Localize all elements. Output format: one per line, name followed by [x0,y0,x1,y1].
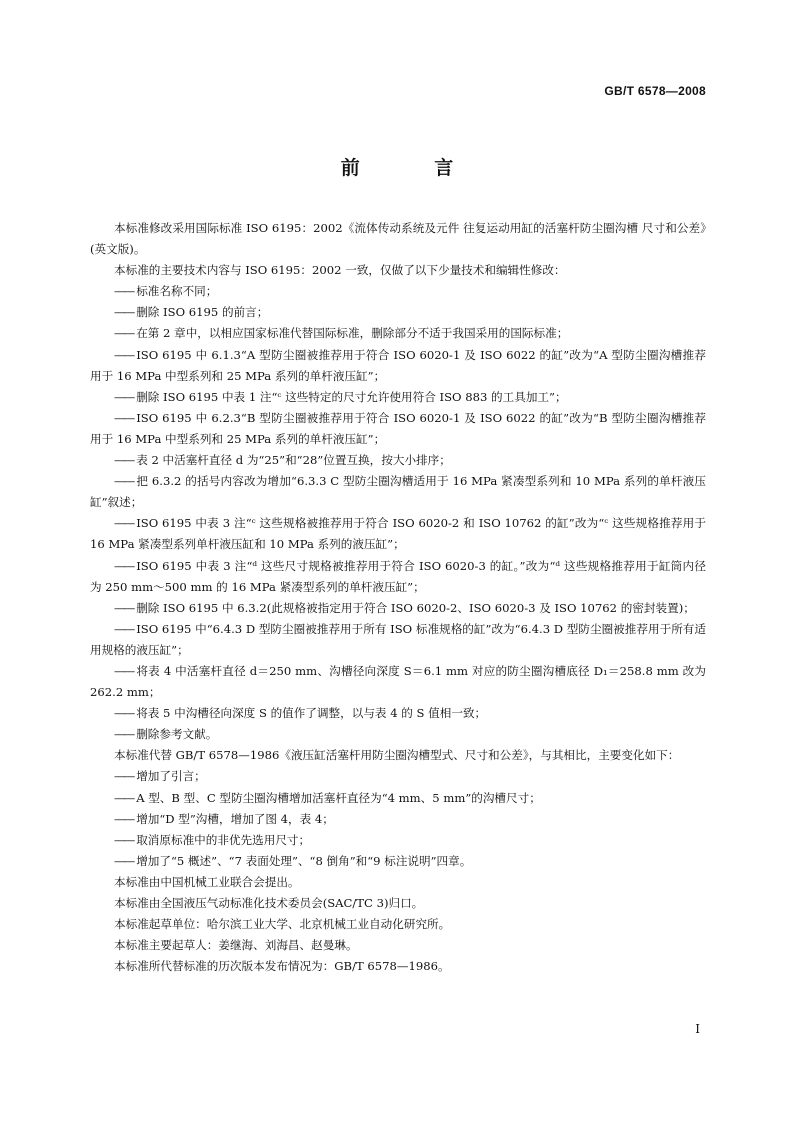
list-item: —— ISO 6195 中 6.2.3“B 型防尘圈被推荐用于符合 ISO 6020-1 及 ISO 6022 的缸”改为“B 型防尘圈沟槽推荐用于 16 MPa 中型系列和 25 MPa 系列的单杆液压缸”； [90,410,706,446]
list-item: —— 增加了“5 概述”、“7 表面处理”、“8 倒角”和“9 标注说明”四章。 [114,853,472,868]
closing-paragraph: 本标准由中国机械工业联合会提出。 [114,874,300,889]
list-item: —— ISO 6195 中表 3 注“ᵈ 这些尺寸规格被推荐用于符合 ISO 6020-3 的缸。”改为“ᵈ 这些规格推荐用于缸筒内径为 250 mm～500 mm 的 16 MPa 紧凑型系列的单杆液压缸”； [90,558,706,594]
list-item: —— 标准名称不同； [114,284,218,299]
closing-paragraph: 本标准主要起草人：姜继海、刘海昌、赵曼琳。 [114,938,358,953]
list-item: —— 取消原标准中的非优先选用尺寸； [114,832,311,847]
document-body [90,218,706,977]
closing-paragraph: 本标准起草单位：哈尔滨工业大学、北京机械工业自动化研究所。 [114,917,451,932]
change-list [90,766,706,871]
list-item: —— 将表 5 中沟槽径向深度 S 的值作了调整，以与表 4 的 S 值相一致； [114,706,487,721]
list-item: —— 删除 ISO 6195 的前言； [114,305,269,320]
page-number: I [695,1022,700,1036]
intro-paragraph: 本标准修改采用国际标准 ISO 6195：2002《流体传动系统及元件 往复运动用缸的活塞杆防尘圈沟槽 尺寸和公差》(英文版)。 [90,221,706,257]
list-item: —— 将表 4 中活塞杆直径 d＝250 mm、沟槽径向深度 S＝6.1 mm 对应的防尘圈沟槽底径 D₁＝258.8 mm 改为 262.2 mm； [90,663,706,700]
modification-list [90,281,706,745]
list-item: —— 在第 2 章中，以相应国家标准代替国际标准，删除部分不适于我国采用的国际标准； [114,326,569,341]
list-item: —— ISO 6195 中 6.1.3“A 型防尘圈被推荐用于符合 ISO 6020-1 及 ISO 6022 的缸”改为“A 型防尘圈沟槽推荐用于 16 MPa 中型系列和 25 MPa 系列的单杆液压缸”； [90,347,706,383]
closing-paragraph: 本标准由全国液压气动标准化技术委员会(SAC/TC 3)归口。 [114,896,424,910]
list-item: —— 表 2 中活塞杆直径 d 为“25”和“28”位置互换，按大小排序； [114,453,451,468]
list-item: —— 删除 ISO 6195 中表 1 注“ᶜ 这些特定的尺寸允许使用符合 ISO 883 的工具加工”； [114,389,567,404]
list-item: —— ISO 6195 中表 3 注“ᶜ 这些规格被推荐用于符合 ISO 6020-2 和 ISO 10762 的缸”改为“ᶜ 这些规格推荐用于 16 MPa 紧凑型系列单杆液压缸和 10 MPa 系列的液压缸”； [90,516,706,552]
list-item: —— 增加了引言； [114,769,206,784]
intro-paragraph: 本标准的主要技术内容与 ISO 6195：2002 一致，仅做了以下少量技术和编辑性修改： [114,263,566,278]
closing-paragraph: 本标准所代替标准的历次版本发布情况为：GB/T 6578—1986。 [114,959,450,974]
list-item: —— ISO 6195 中“6.4.3 D 型防尘圈被推荐用于所有 ISO 标准规格的缸”改为“6.4.3 D 型防尘圈被推荐用于所有适用规格的液压缸”； [90,621,706,657]
standard-code: GB/T 6578—2008 [604,84,706,98]
list-item: —— A 型、B 型、C 型防尘圈沟槽增加活塞杆直径为“4 mm、5 mm”的沟槽尺寸； [114,790,541,805]
list-item: —— 删除 ISO 6195 中 6.3.2(此规格被指定用于符合 ISO 6020-2、ISO 6020-3 及 ISO 10762 的密封装置)； [114,600,695,615]
list-item: —— 删除参考文献。 [114,727,218,742]
list-item: —— 把 6.3.2 的括号内容改为增加“6.3.3 C 型防尘圈沟槽适用于 16 MPa 紧凑型系列和 10 MPa 系列的单杆液压缸”叙述； [90,474,706,510]
list-item: —— 增加“D 型”沟槽，增加了图 4，表 4； [114,811,334,826]
page-title: 前 言 [340,157,488,179]
replace-statement: 本标准代替 GB/T 6578—1986《液压缸活塞杆用防尘圈沟槽型式、尺寸和公差》，与其相比，主要变化如下： [114,748,680,763]
